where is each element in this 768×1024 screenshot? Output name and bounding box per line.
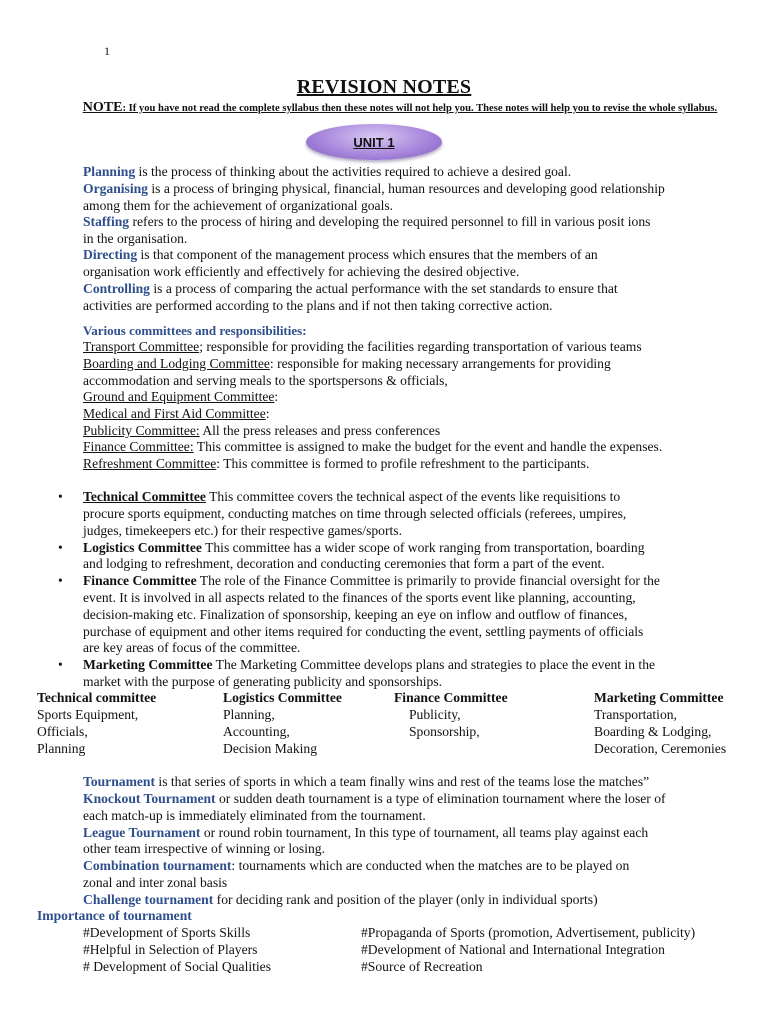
committee-text: : [274,389,279,404]
bullet-term: Logistics Committee [83,540,202,555]
bullet-technical [83,489,620,506]
table-cell: Decision Making [223,741,318,756]
bullet-text: The role of the Finance Committee is primarily to provide financial oversight for the [196,573,660,588]
definition-directing-cont: organisation work efficiently and effectively for achieving the desired objective. [83,264,520,279]
definition-staffing [83,214,650,231]
definition-text: is a process of bringing physical, financial, human resources and developing good relationship [147,181,665,196]
definition-directing [83,247,598,264]
committee-publicity [83,423,440,440]
tournament-term: Tournament [83,774,156,789]
tournament-term: Challenge tournament [83,892,214,907]
importance-item: # Development of Social Qualities [83,959,272,974]
committee-transport [83,339,642,356]
table-cell: Planning [37,741,86,756]
committee-text: : [265,406,270,421]
bullet-marketing-cont: market with the purpose of generating publicity and sponsorships. [83,674,443,689]
note-label: NOTE [82,100,123,115]
table-cell: Sports Equipment, [37,707,139,722]
tournament-term: League Tournament [83,825,201,840]
definition-text: is that component of the management process which ensures that the members of an [137,247,598,262]
bullet-finance-cont: are key areas of focus of the committee. [83,640,301,655]
bullet-marketing [83,657,655,674]
unit-badge-label: UNIT 1 [353,134,395,150]
committee-boarding [83,356,611,373]
tournament-text: : tournaments which are conducted when the matches are to be played on [231,858,630,873]
committee-ground [83,389,278,406]
bullet-finance-cont: purchase of equipment and other items required for conducting the event, settling payments of officials [83,624,644,639]
committee-text: : This committee is formed to profile refreshment to the participants. [216,456,590,471]
bullet-logistics-cont: and lodging to refreshment, decoration and conducting ceremonies that form a part of the event. [83,556,605,571]
importance-item: #Source of Recreation [361,959,483,974]
tournament-league [83,825,648,842]
table-cell: Sponsorship, [409,724,480,739]
page-number: 1 [104,44,110,58]
page-title: REVISION NOTES [296,76,472,98]
bullet-term: Finance Committee [83,573,197,588]
table-cell: Officials, [37,724,88,739]
definition-text: is a process of comparing the actual performance with the set standards to ensure that [149,281,618,296]
tournament-text: or sudden death tournament is a type of elimination tournament where the loser of [215,791,666,806]
tournament-term: Combination tournament [83,858,232,873]
definition-planning [83,164,571,181]
tournament-text: is that series of sports in which a team finally wins and rest of the teams lose the matches” [155,774,650,789]
bullet-icon: • [58,489,63,504]
bullet-finance [83,573,660,590]
committee-text: All the press releases and press conferences [199,423,441,438]
definition-term: Organising [83,181,148,196]
tournament-challenge [83,892,598,909]
tournament-definition [83,774,649,791]
committee-name: Medical and First Aid Committee [83,406,266,421]
definition-controlling [83,281,618,298]
tournament-knockout [83,791,666,808]
tournament-combination-cont: zonal and inter zonal basis [83,875,228,890]
importance-heading: Importance of tournament [37,908,192,923]
committee-boarding-cont: accommodation and serving meals to the sportspersons & officials, [83,373,448,388]
committee-name: Boarding and Lodging Committee [83,356,270,371]
definition-term: Planning [83,164,136,179]
bullet-finance-cont: event. It is involved in all aspects related to the finances of the sports event like planning, accounting, [83,590,636,605]
importance-item: #Development of National and International Integration [361,942,665,957]
definition-text: is the process of thinking about the activities required to achieve a desired goal. [135,164,572,179]
bullet-technical-cont: judges, timekeepers etc.) for their respective games/sports. [83,523,402,538]
definition-term: Directing [83,247,138,262]
table-header: Finance Committee [394,690,508,705]
definition-text: refers to the process of hiring and developing the required personnel to fill in various posit ions [129,214,651,229]
definition-term: Controlling [83,281,150,296]
table-cell: Transportation, [594,707,677,722]
importance-item: #Propaganda of Sports (promotion, Advertisement, publicity) [361,925,696,940]
committee-refreshment [83,456,589,473]
committee-name: Ground and Equipment Committee [83,389,275,404]
bullet-icon: • [58,657,63,672]
definition-staffing-cont: in the organisation. [83,231,188,246]
unit-badge [306,124,442,160]
importance-item: #Development of Sports Skills [83,925,251,940]
importance-item: #Helpful in Selection of Players [83,942,258,957]
tournament-knockout-cont: each match-up is immediately eliminated from the tournament. [83,808,426,823]
table-cell: Accounting, [223,724,290,739]
table-cell: Planning, [223,707,275,722]
note-text: : If you have not read the complete syllabus then these notes will not help you. These notes will help you to revise the whole syllabus. [122,103,718,114]
note-line [0,100,768,116]
tournament-term: Knockout Tournament [83,791,216,806]
table-cell: Boarding & Lodging, [594,724,712,739]
definition-organising-cont: among them for the achievement of organizational goals. [83,198,394,213]
committee-medical [83,406,270,423]
bullet-term: Technical Committee [83,489,206,504]
committee-name: Finance Committee: [83,439,194,454]
bullet-text: This committee has a wider scope of work ranging from transportation, boarding [201,540,645,555]
bullet-logistics [83,540,645,557]
committee-text: This committee is assigned to make the budget for the event and handle the expenses. [193,439,663,454]
bullet-technical-cont: procure sports equipment, conducting matches on time through selected officials (referees, umpires, [83,506,627,521]
table-cell: Publicity, [409,707,461,722]
bullet-icon: • [58,540,63,555]
committee-text: ; responsible for providing the facilities regarding transportation of various teams [199,339,642,354]
bullet-finance-cont: decision-making etc. Finalization of sponsorship, keeping an eye on inflow and outflow of finances, [83,607,628,622]
tournament-combination [83,858,629,875]
definition-term: Staffing [83,214,130,229]
committee-text: : responsible for making necessary arrangements for providing [269,356,611,371]
bullet-icon: • [58,573,63,588]
committee-name: Transport Committee [83,339,200,354]
bullet-text: The Marketing Committee develops plans and strategies to place the event in the [212,657,656,672]
table-cell: Decoration, Ceremonies [594,741,727,756]
tournament-league-cont: other team irrespective of winning or losing. [83,841,325,856]
table-header: Logistics Committee [223,690,342,705]
definition-organising [83,181,665,198]
committees-heading: Various committees and responsibilities: [83,323,307,338]
tournament-text: for deciding rank and position of the player (only in individual sports) [213,892,598,907]
tournament-text: or round robin tournament, In this type of tournament, all teams play against each [200,825,649,840]
table-header: Marketing Committee [594,690,724,705]
bullet-term: Marketing Committee [83,657,213,672]
committee-finance [83,439,662,456]
bullet-text: This committee covers the technical aspect of the events like requisitions to [205,489,621,504]
committee-name: Publicity Committee: [83,423,200,438]
definition-controlling-cont: activities are performed according to the plans and if not then taking corrective action. [83,298,553,313]
committee-name: Refreshment Committee [83,456,217,471]
table-header: Technical committee [37,690,157,705]
